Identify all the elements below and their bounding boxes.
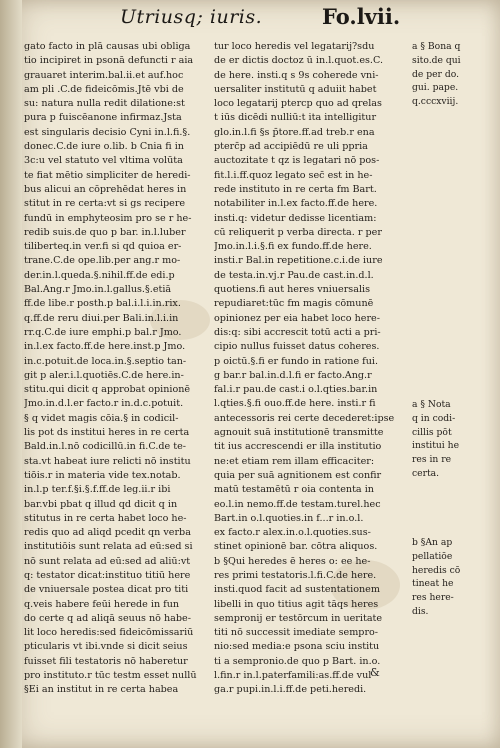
marginal-note-line: res here-: [412, 592, 454, 604]
text-line: in.l.p ter.f.§i.§.f.ff.de leg.ii.r ibi: [24, 484, 171, 496]
text-line: eo.l.in nemo.ff.de testam.turel.hec: [214, 498, 381, 510]
text-line: agnouit suā institutionē transmitte: [214, 427, 384, 439]
text-line: bar.vbi pbat q illud qd dicit q in: [24, 498, 178, 510]
marginal-note: [412, 536, 496, 619]
text-line: git p aler.i.l.quotiēs.C.de here.in-: [24, 369, 184, 381]
text-line: tiōis.r in materia vide tex.notab.: [24, 469, 181, 481]
text-line: fuisset fili testatoris nō haberetur: [24, 655, 188, 667]
text-line: dis:q: sibi accrescit totū acti a pri-: [214, 326, 381, 338]
text-line: rede instituto in re certa fm Bart.: [214, 183, 377, 195]
marginal-note: [412, 398, 496, 481]
text-line: Jmo.in.d.l.er facto.r in.d.c.potuit.: [24, 398, 184, 410]
text-line: Jmo.in.l.i.§.fi ex fundo.ff.de here.: [214, 241, 372, 253]
text-line: est singularis decisio Cyni in.l.fi.§.: [24, 126, 191, 138]
text-line: fundū in emphyteosim pro se r he-: [24, 212, 192, 224]
text-line: nō sunt relata ad eū:sed ad aliū:vt: [24, 555, 191, 567]
text-line: grauaret interim.bal.ii.et auf.hoc: [24, 69, 184, 81]
signature-mark: &: [370, 666, 380, 679]
text-line: in.l.ex facto.ff.de here.inst.p Jmo.: [24, 341, 186, 353]
text-line: institutiōis sunt relata ad eū:sed si: [24, 541, 193, 553]
text-line: Bart.in o.l.quoties.in f...r in.o.l.: [214, 512, 364, 524]
text-line: cipio nullus fuisset datus coheres.: [214, 341, 380, 353]
marginal-note-line: gui. pape.: [412, 82, 459, 94]
text-line: res primi testatoris.l.fi.C.de here.: [214, 569, 377, 581]
text-line: donec.C.de iure o.lib. b Cnia fi in: [24, 141, 184, 153]
text-line: glo.in.l.fi §s p̄tore.ff.ad treb.r ena: [214, 126, 375, 138]
text-line: q.ff.de reru diui.per Bali.in.l.i.in: [24, 312, 179, 324]
marginal-note-line: pellatiōe: [412, 550, 453, 562]
text-line: p oictū.§.fi er fundo in ratione fui.: [214, 355, 379, 367]
text-line: ti a sempronio.de quo p Bart. in.o.: [214, 655, 381, 667]
text-line: redis quo ad aliqd pcedit qn verba: [24, 527, 191, 539]
marginal-note-line: tineat he: [412, 578, 454, 590]
text-line: l.fin.r in.l.paterfamili:as.ff.de vul: [214, 670, 372, 682]
text-line: in.c.potuit.de loca.in.§.septio tan-: [24, 355, 187, 367]
text-line: pro instituto.r tūc testm esset nullū: [24, 670, 197, 682]
text-line: de er dictis doctoz ū in.l.quot.es.C.: [214, 55, 384, 67]
marginal-note-line: cillis pōt: [412, 426, 452, 438]
text-line: de vniuersale postea dicat pro titi: [24, 584, 189, 596]
text-line: insti.r Bal.in repetitione.c.i.de iure: [214, 255, 383, 267]
page-gutter-shadow: [0, 0, 22, 748]
marginal-note-line: a § Nota: [412, 399, 451, 410]
text-line: l.qties.§.fi ouo.ff.de here. insti.r fi: [214, 398, 376, 410]
text-line: cū reliquerit p verba directa. r per: [214, 226, 382, 238]
text-line: gato facto in plā causas ubi obliga: [24, 41, 191, 52]
text-line: auctozitate t qz is legatari nō pos-: [214, 155, 380, 167]
text-line: t iūs dicēdi nulliū:t ita intelligitur: [214, 112, 377, 124]
text-line: bus alicui an cōprehēdat heres in: [24, 183, 187, 195]
text-line: redib suis.de quo p bar. in.l.luber: [24, 226, 186, 238]
text-line: quia per suā agnitionem est confir: [214, 469, 382, 481]
text-line: ff.de libe.r posth.p bal.i.l.i.in.rix.: [24, 298, 181, 310]
text-line: g bar.r bal.in.d.l.fi er facto.Ang.r: [214, 369, 372, 381]
text-line: de here. insti.q s 9s coherede vni-: [214, 69, 379, 81]
marginal-note-line: dis.: [412, 605, 429, 617]
text-line: pticularis vt ibi.vnde si dicit seius: [24, 641, 188, 653]
text-line: 3c:u vel statuto vel vltima volūta: [24, 155, 183, 167]
text-line: stitu.qui dicit q approbat opinionē: [24, 384, 191, 396]
text-line: antecessoris rei certe decederet:ipse: [214, 412, 395, 424]
folio-number: Fo.lvii.: [322, 4, 401, 29]
text-line: der.in.l.queda.§.nihil.ff.de edi.p: [24, 269, 175, 281]
text-line: tiliberteq.in ver.fi si qd quioa er-: [24, 241, 182, 253]
text-line: notabiliter in.l.ex facto.ff.de here.: [214, 198, 378, 210]
text-line: su: natura nulla redit dilatione:st: [24, 98, 185, 110]
text-line: sta.vt habeat iure relicti nō institu: [24, 455, 191, 467]
marginal-note-line: institui he: [412, 440, 460, 452]
marginal-note-line: q in codi-: [412, 412, 456, 424]
text-line: stitut in re certa:vt si gs recipere: [24, 198, 186, 210]
text-line: pura p fuiscēanone infirmaz.Jsta: [24, 112, 182, 124]
text-line: q: testator dicat:instituo titiū here: [24, 569, 191, 581]
marginal-note-line: sito.de qui: [412, 54, 461, 66]
text-line: sempronij er testōrcum in ueritate: [214, 612, 383, 624]
text-line: libelli in quo titius agit tāqs heres: [214, 598, 379, 610]
text-line: titi nō successit imediate sempro-: [214, 627, 379, 639]
marginal-note-line: res in re: [412, 454, 452, 466]
text-line: b §Qui heredes ē heres o: ee he-: [214, 555, 371, 567]
text-line: do certe q ad aliqā seuus nō habe-: [24, 612, 191, 624]
text-line: fit.l.i.ff.quoz legato sec̄ est in he-: [214, 169, 373, 181]
text-line: insti.q: videtur dedisse licentiam:: [214, 212, 377, 224]
text-line: quotiens.fi aut heres vniuersalis: [214, 284, 371, 296]
marginal-note-line: b §An ap: [412, 537, 453, 548]
running-head: Utriusq; iuris.: [120, 6, 263, 28]
text-line: tio incipiret in psonā defuncti r aia: [24, 55, 194, 67]
text-line: stitutus in re certa habet loco he-: [24, 512, 187, 524]
text-line: tit ius accrescendi er illa institutio: [214, 441, 382, 453]
text-line: repudiaret:tūc fm magis cōmunē: [214, 298, 374, 310]
text-line: de testa.in.vj.r Pau.de cast.in.d.l.: [214, 269, 374, 281]
text-line: Bald.in.l.nō codicillū.in fi.C.de te-: [24, 441, 187, 453]
text-line: uersaliter institutū q aduiit habet: [214, 83, 377, 95]
text-line: te fiat mētio simpliciter de heredi-: [24, 169, 191, 181]
text-line: insti.quod facit ad sustentationem: [214, 584, 380, 596]
text-line: rr.q.C.de iure emphi.p bal.r Jmo.: [24, 326, 182, 338]
text-line: loco legatarij ptercp quo ad qrelas: [214, 98, 382, 110]
marginal-note-line: certa.: [412, 467, 440, 479]
text-line: stinet opinionē bar. cōtra aliquos.: [214, 541, 378, 553]
text-line: §Ei an institut in re certa habea: [24, 684, 179, 696]
text-line: ex facto.r alex.in.o.l.quoties.sus-: [214, 527, 371, 539]
text-line: am pli .C.de fideicōmis.Jtē vbi de: [24, 83, 184, 95]
text-line: ne:et etiam rem illam efficaciter:: [214, 455, 375, 467]
middle-text-column: [214, 40, 408, 698]
marginal-note-line: de per do.: [412, 68, 460, 80]
left-text-column: [24, 40, 210, 698]
marginal-note: [412, 40, 496, 109]
text-line: matū testamētū r oia contenta in: [214, 484, 374, 496]
marginal-note-line: q.cccxviij.: [412, 96, 459, 108]
text-line: pterc̄p ad accipiēdū re uli ppria: [214, 141, 368, 153]
marginal-note-line: a § Bona q: [412, 41, 461, 52]
text-line: q.veis habere feūi herede in fun: [24, 598, 180, 610]
marginal-note-line: heredis cō: [412, 564, 461, 576]
text-line: lis pot ds institui heres in re certa: [24, 427, 190, 439]
text-line: ga.r pupi.in.l.i.ff.de peti.heredi.: [214, 684, 367, 696]
text-line: nio:sed media:e psona sciu institu: [214, 641, 380, 653]
text-line: trane.C.de ope.lib.per ang.r mo-: [24, 255, 181, 267]
text-line: opinionez per eia habet loco here-: [214, 312, 380, 324]
text-line: lit loco heredis:sed fideicōmissariū: [24, 627, 194, 639]
text-line: § q videt magis cōia.§ in codicil-: [24, 412, 179, 424]
text-line: Bal.Ang.r Jmo.in.l.gallus.§.etiā: [24, 284, 172, 296]
text-line: fal.i.r pau.de cast.i o.l.qties.bar.in: [214, 384, 378, 396]
text-line: tur loco heredis vel legatarij?sdu: [214, 41, 375, 52]
